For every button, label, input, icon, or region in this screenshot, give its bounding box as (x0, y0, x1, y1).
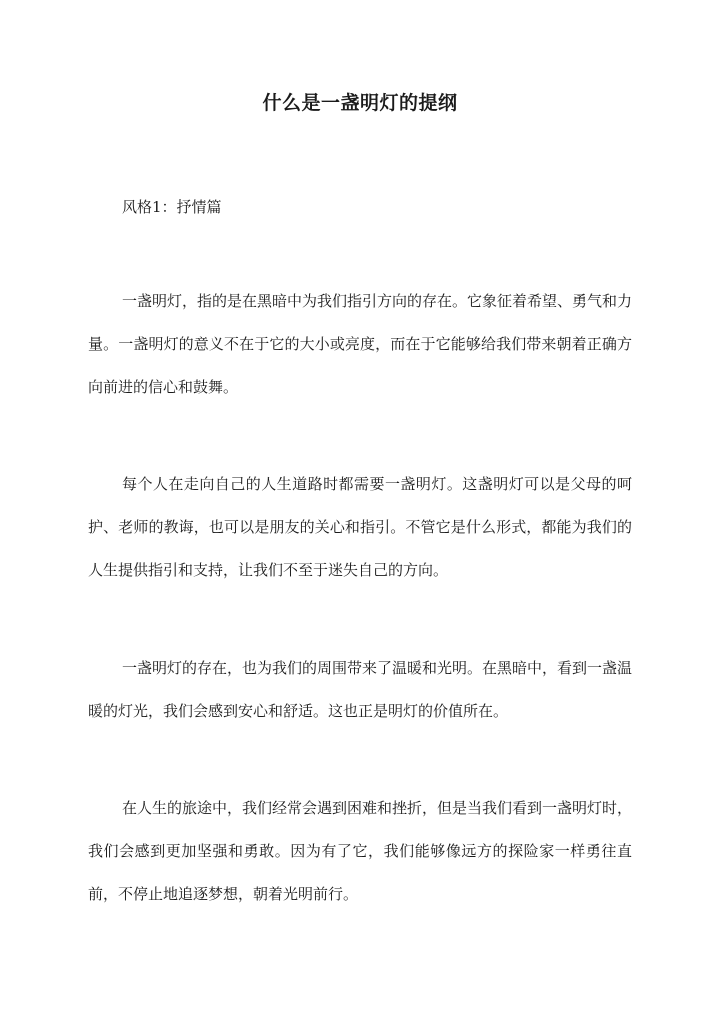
document-title: 什么是一盏明灯的提纲 (262, 92, 458, 114)
paragraph-1: 一盏明灯，指的是在黑暗中为我们指引方向的存在。它象征着希望、勇气和力量。一盏明灯的意义不在于它的大小或亮度，而在于它能够给我们带来朝着正确方向前进的信心和鼓舞。 (88, 292, 633, 396)
paragraph-3: 一盏明灯的存在，也为我们的周围带来了温暖和光明。在黑暗中，看到一盏温暖的灯光，我们会感到安心和舒适。这也正是明灯的价值所在。 (88, 659, 633, 720)
style-label: 风格1：抒情篇 (122, 198, 222, 216)
paragraph-2: 每个人在走向自己的人生道路时都需要一盏明灯。这盏明灯可以是父母的呵护、老师的教诲，也可以是朋友的关心和指引。不管它是什么形式，都能为我们的人生提供指引和支持，让我们不至于迷失自己的方向。 (88, 475, 632, 579)
paragraph-4: 在人生的旅途中，我们经常会遇到困难和挫折，但是当我们看到一盏明灯时，我们会感到更加坚强和勇敢。因为有了它，我们能够像远方的探险家一样勇往直前，不停止地追逐梦想，朝着光明前行。 (88, 799, 633, 903)
